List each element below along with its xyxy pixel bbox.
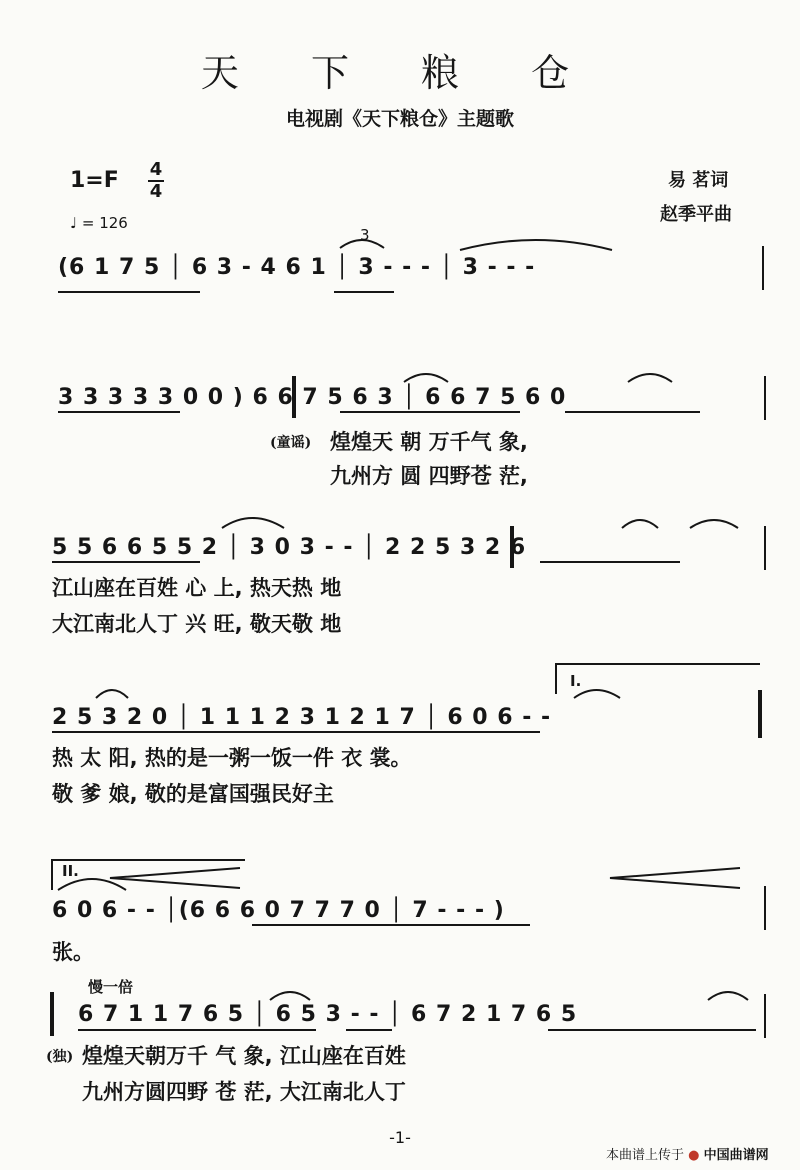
key-signature: 1=F bbox=[70, 168, 119, 193]
slur bbox=[628, 374, 672, 382]
volta-bracket bbox=[556, 664, 760, 694]
footer-upload-label: 本曲谱上传于 bbox=[606, 1148, 685, 1163]
song-title: 天 下 粮 仓 bbox=[200, 51, 600, 95]
slur bbox=[574, 690, 620, 698]
footer-upload-text bbox=[606, 1144, 769, 1163]
slur bbox=[690, 520, 738, 528]
score-row-6: 6 7 1 1 7 6 5 │ 6 5 3 - - │ 6 7 2 1 7 6 5 bbox=[78, 1002, 578, 1027]
lyric-row-4-verse-2: 敬 爹 娘, 敬的是富国强民好主 bbox=[52, 782, 334, 806]
triplet-mark: 3 bbox=[360, 226, 370, 244]
tempo-change-mark: 慢一倍 bbox=[88, 978, 134, 996]
tie-arc bbox=[460, 240, 612, 250]
footer-site-name[interactable]: 中国曲谱网 bbox=[703, 1148, 769, 1163]
triplet-slur bbox=[340, 240, 384, 248]
slur bbox=[96, 690, 128, 698]
decrescendo-hairpin bbox=[110, 868, 240, 888]
page-number: -1- bbox=[389, 1128, 411, 1147]
score-row-3: 5 5 6 6 5 5 2 │ 3 0 3 - - │ 2 2 5 3 2 6 bbox=[52, 535, 527, 560]
volta-second-ending: II. bbox=[62, 862, 79, 880]
score-row-2: 3 3 3 3 3 0 0 ) 6 6 7 5 6 3 │ 6 6 7 5 6 0 bbox=[58, 385, 567, 410]
composer-credit: 赵季平曲 bbox=[660, 204, 732, 225]
slur bbox=[708, 992, 748, 1000]
lyric-row-2-verse-1: 煌煌天 朝 万千气 象, bbox=[330, 430, 528, 454]
quarter-note-icon: ♩ bbox=[70, 214, 78, 232]
slur bbox=[404, 374, 448, 382]
song-subtitle: 电视剧《天下粮仓》主题歌 bbox=[285, 108, 514, 130]
site-logo-icon: ● bbox=[688, 1148, 700, 1163]
score-row-4: 2 5 3 2 0 │ 1 1 1 2 3 1 2 1 7 │ 6 0 6 - - bbox=[52, 705, 552, 730]
lyric-row-5-verse-1: 张。 bbox=[52, 940, 94, 964]
lyric-row-3-verse-1: 江山座在百姓 心 上, 热天热 地 bbox=[52, 576, 342, 600]
time-signature-top: 4 bbox=[149, 159, 163, 180]
voice-tag-solo: (独) bbox=[46, 1049, 74, 1065]
slur bbox=[270, 992, 310, 1000]
score-row-5: 6 0 6 - - │(6 6 6 0 7 7 7 0 │ 7 - - - ) bbox=[52, 898, 505, 923]
slur bbox=[222, 518, 284, 528]
volta-first-ending: I. bbox=[570, 672, 582, 690]
lyric-row-4-verse-1: 热 太 阳, 热的是一粥一饭一件 衣 裳。 bbox=[52, 746, 412, 770]
tempo-value: = 126 bbox=[81, 214, 128, 232]
slur bbox=[58, 879, 126, 890]
voice-tag-children: (童谣) bbox=[270, 435, 312, 451]
lyric-row-6-verse-2: 九州方圆四野 苍 茫, 大江南北人丁 bbox=[82, 1080, 406, 1104]
lyric-row-6-verse-1: 煌煌天朝万千 气 象, 江山座在百姓 bbox=[82, 1044, 406, 1068]
slur bbox=[622, 520, 658, 528]
decrescendo-hairpin bbox=[610, 868, 740, 888]
time-signature-bottom: 4 bbox=[149, 181, 163, 202]
lyric-row-3-verse-2: 大江南北人丁 兴 旺, 敬天敬 地 bbox=[52, 612, 342, 636]
lyric-row-2-verse-2: 九州方 圆 四野苍 茫, bbox=[330, 464, 528, 488]
lyricist-credit: 易 茗词 bbox=[668, 170, 729, 191]
score-row-1: (6 1 7 5 │ 6 3 - 4 6 1 │ 3 - - - │ 3 - - - bbox=[58, 255, 536, 280]
